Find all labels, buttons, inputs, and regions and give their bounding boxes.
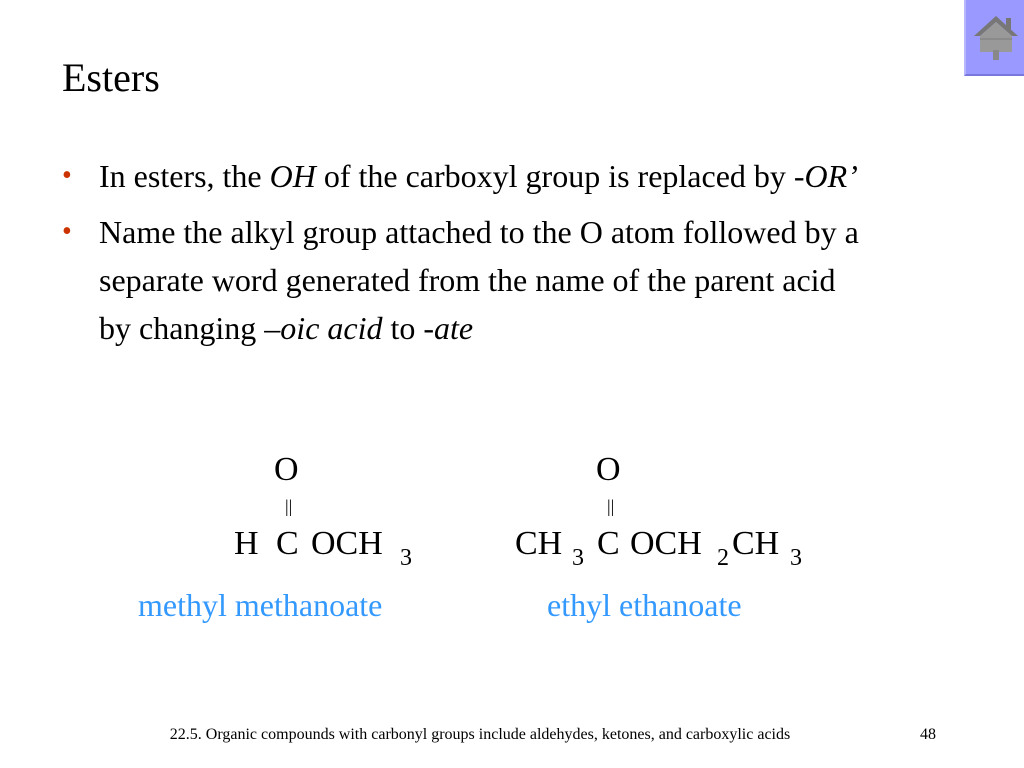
compound2-right-subscript2: 3: [790, 545, 802, 571]
compound1-subscript: 3: [400, 545, 412, 571]
compound2-right-subscript: 2: [717, 545, 729, 571]
home-button[interactable]: [964, 0, 1024, 76]
compound1-carbon: C: [276, 525, 299, 562]
compound2-carbon: C: [597, 525, 620, 562]
compound1-name: methyl methanoate: [138, 587, 383, 623]
compound2-double-bond: ||: [607, 496, 615, 516]
compound2-name: ethyl ethanoate: [547, 587, 742, 623]
bullet-text-italic: –oic acid: [264, 310, 383, 346]
bullet-text: to: [382, 310, 424, 346]
bullet-text-italic: OH: [269, 158, 316, 194]
compound2-right-group2: CH: [732, 525, 780, 562]
bullet-text: of the carboxyl group is replaced by: [315, 158, 794, 194]
compound1-carbonyl-oxygen: O: [274, 451, 299, 488]
bullet-item: [62, 152, 862, 200]
slide-footer: 22.5. Organic compounds with carbonyl groups include aldehydes, ketones, and carboxylic acids: [169, 726, 791, 743]
compound1-left-group: H: [234, 525, 259, 562]
compound2-left-subscript: 3: [572, 545, 584, 571]
compound2-right-group: OCH: [630, 525, 702, 562]
bullet-text: Name the alkyl group attached to the O atom followed by a separate word generated from the name of the parent acid by changing: [99, 214, 859, 346]
compound2-carbonyl-oxygen: O: [596, 451, 621, 488]
bullet-list: [62, 152, 862, 360]
bullet-marker: •: [62, 160, 72, 191]
compound1-right-group: OCH: [311, 525, 383, 562]
slide-title: Esters: [62, 55, 160, 100]
bullet-text-italic: -ate: [423, 310, 474, 346]
home-icon: [972, 12, 1020, 62]
bullet-marker: •: [62, 216, 72, 247]
bullet-item: [62, 208, 862, 352]
bullet-text-italic: -OR’: [793, 158, 858, 194]
page-number: 48: [920, 726, 936, 743]
compound2-left-group: CH: [515, 525, 563, 562]
compound1-double-bond: ||: [285, 496, 293, 516]
bullet-text: In esters, the: [99, 158, 270, 194]
